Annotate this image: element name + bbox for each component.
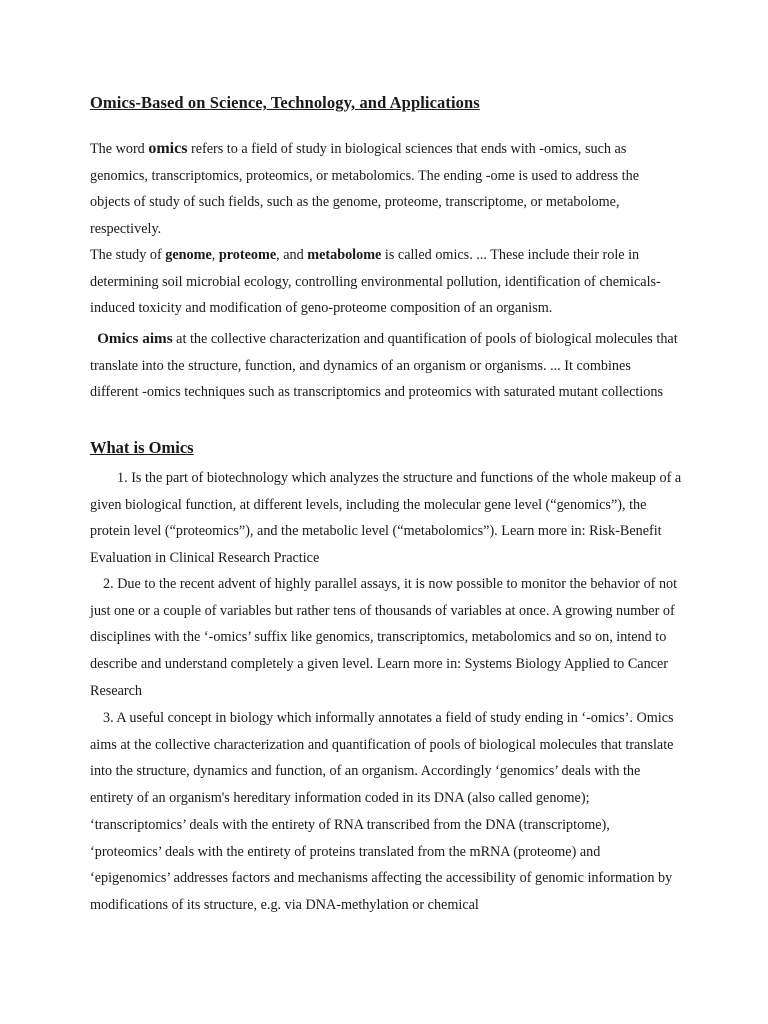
list-item-2: 2. Due to the recent advent of highly parallel assays, it is now possible to monitor the behavior of not just one or a couple of variables but rather tens of thousands of variables at once. A growing number of disciplines with the ‘-omics’ suffix like genomics, transcriptomics, metabolomics and so on, intend to describe and understand completely a given level. Learn more in: Systems Biology Applied to Cancer Research bbox=[90, 576, 678, 699]
list-item-3: 3. A useful concept in biology which informally annotates a field of study ending in ‘-omics’. Omics aims at the collective characterization and quantification of pools of biological molecules that translate into the structure, dynamics and function, of an organism. Accordingly ‘genomics’ deals with the entirety of an organism's hereditary information coded in its DNA (also called genome); ‘transcriptomics’ deals with the entirety of RNA transcribed from the DNA (transcriptome), ‘proteomics’ deals with the entirety of proteins translated from the mRNA (proteome) and ‘epigenomics’ addresses factors and mechanisms affecting the accessibility of genomic information by modifications of its structure, e.g. via DNA-methylation or chemical bbox=[90, 710, 674, 913]
p2-text-start: The study of bbox=[90, 247, 166, 263]
p2-separator-2: , and bbox=[276, 247, 308, 263]
intro-paragraph-3 bbox=[90, 326, 682, 406]
list-item-1: 1. Is the part of biotechnology which analyzes the structure and functions of the whole makeup of a given biological function, at different levels, including the molecular gene level (“genomics”), the protein level (“proteomics”), and the metabolic level (“metabolomics”). Learn more in: Risk-Benefit Evaluation in Clinical Research Practice bbox=[90, 470, 682, 567]
p3-term-omics-aims: Omics aims bbox=[97, 330, 173, 347]
p2-text-rest: is called omics. ... These include their role in determining soil microbial ecology, controlling environmental pollution, identification of chemicals-induced toxicity and modification of geno-proteome composition of an organism. bbox=[90, 247, 661, 317]
p2-term-proteome: proteome bbox=[218, 247, 277, 263]
intro-paragraph-2 bbox=[90, 242, 682, 322]
section-heading-what-is-omics: What is Omics bbox=[90, 438, 194, 457]
p1-term-omics: omics bbox=[148, 140, 188, 157]
document-title: Omics-Based on Science, Technology, and Applications bbox=[90, 93, 480, 112]
p2-term-metabolome: metabolome bbox=[307, 247, 382, 263]
p1-text-start: The word bbox=[90, 141, 149, 157]
p2-term-genome: genome bbox=[165, 247, 212, 263]
intro-paragraph-1 bbox=[90, 136, 682, 243]
p3-text-rest: at the collective characterization and quantification of pools of biological molecules that translate into the structure, function, and dynamics of an organism or organisms. ... It combines different -omics techniques such as transcriptomics and proteomics with saturated mutant collections bbox=[90, 331, 678, 401]
p1-text-rest: refers to a field of study in biological sciences that ends with -omics, such as genomics, transcriptomics, proteomics, or metabolomics. The ending -ome is used to address the objects of study of such fields, such as the genome, proteome, transcriptome, or metabolome, respectively. bbox=[90, 141, 639, 238]
p2-separator-1: , bbox=[211, 247, 219, 263]
